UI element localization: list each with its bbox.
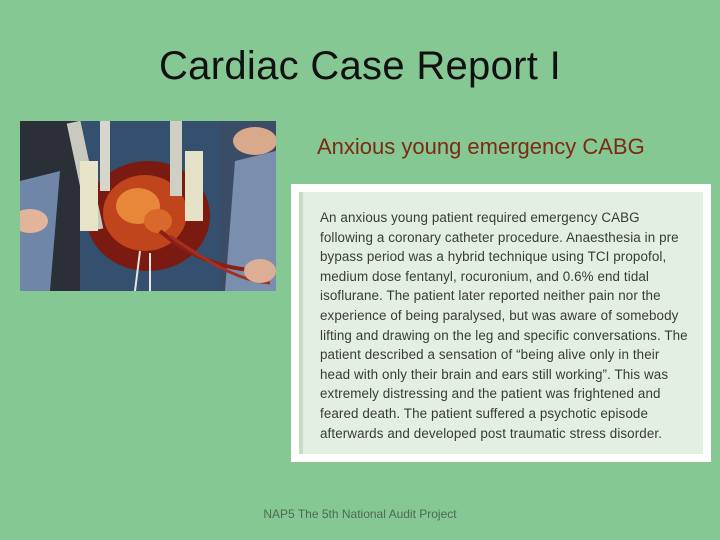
surgery-photo [20, 121, 276, 291]
case-description-text: An anxious young patient required emergency CABG following a coronary catheter procedure. Anaesthesia in pre bypass period was a hybrid technique using TCI propofol, medium dose fentanyl, rocuronium, and 0.6% end tidal isoflurane. The patient later reported neither pain nor the experience of being paralysed, but was aware of somebody lifting and drawing on the leg and specific conversations. The patient described a sensation of “being alive only in their head with only their brain and ears still working”. This was extremely distressing and the patient was frightened and feared death. The patient suffered a psychotic episode afterwards and developed post traumatic stress disorder. [299, 192, 703, 454]
case-description-box [291, 184, 711, 462]
slide-title: Cardiac Case Report I [158, 44, 562, 88]
slide-footer: NAP5 The 5th National Audit Project [263, 507, 457, 521]
case-subtitle: Anxious young emergency CABG [317, 134, 645, 159]
